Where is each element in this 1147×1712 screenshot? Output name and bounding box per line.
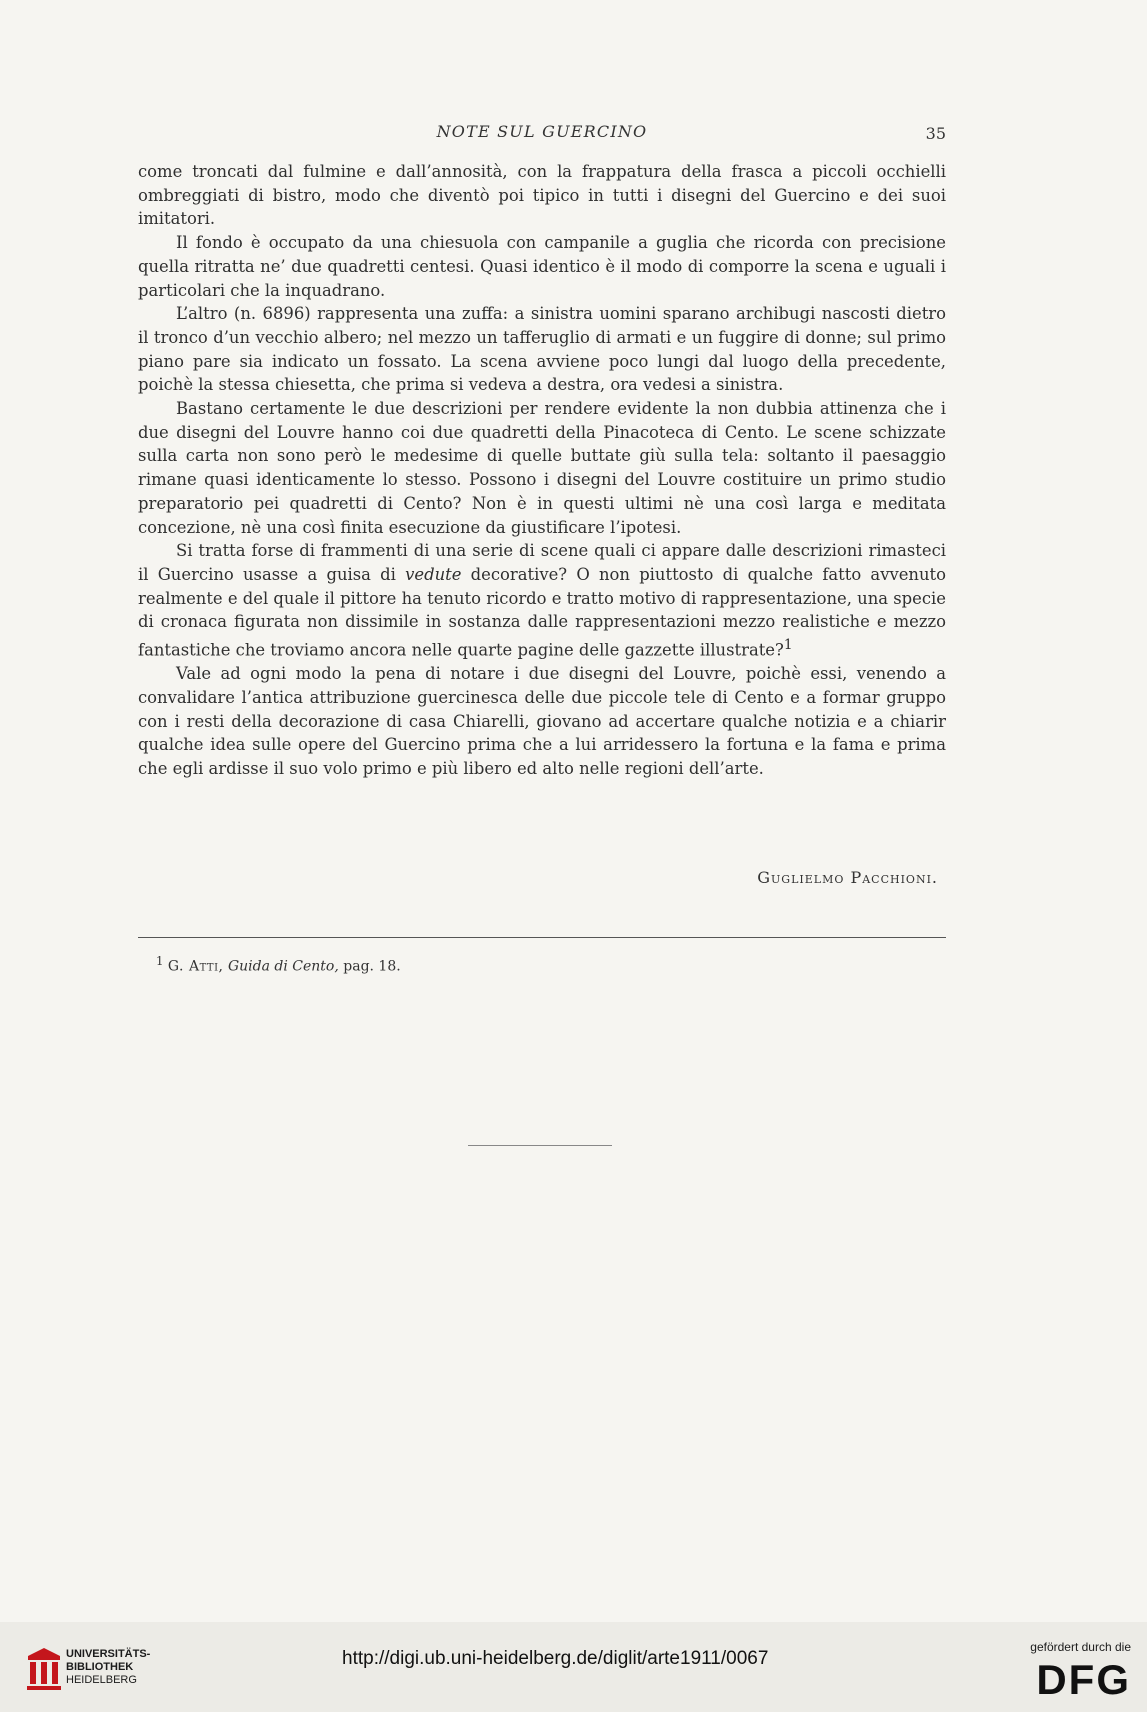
library-name-line-1: UNIVERSITÄTS- [66, 1648, 151, 1660]
running-title: NOTE SUL GUERCINO [436, 122, 648, 141]
author-signature: Guglielmo Pacchioni. [757, 868, 938, 887]
funding-caption: gefördert durch die [1030, 1640, 1131, 1654]
university-library-logo-icon [24, 1646, 64, 1692]
source-url-link[interactable]: http://digi.ub.uni-heidelberg.de/diglit/arte1911/0067 [342, 1648, 769, 1669]
paragraph-4: Bastano certamente le due descrizioni per rendere evidente la non dubbia attinenza che i due disegni del Louvre hanno coi due quadretti della Pinacoteca di Cento. Le scene schizzate sulla carta non sono però le medesime di quelle buttate giù sulla tela: soltanto il paesaggio rimane quasi identicamente lo stesso. Possono i disegni del Louvre costituire un primo studio preparatorio pei quadretti di Cento? Non è in questi ultimi nè una così larga e meditata concezione, nè una così finita esecuzione da giustificare l’ipotesi. [138, 399, 946, 537]
page-number: 35 [925, 124, 946, 143]
end-divider [468, 1145, 612, 1146]
footnote-reference[interactable]: 1 [783, 637, 793, 654]
paragraph-6: Vale ad ogni modo la pena di notare i due disegni del Louvre, poichè essi, venendo a convalidare l’antica attribuzione guercinesca delle due piccole tele di Cento e a formar gruppo con i resti della decorazione di casa Chiarelli, giovano ad accertare qualche notizia e a chiarir qualche idea sulle opere del Guercino prima che a lui arridessero la fortuna e la fama e prima che egli ardisse il suo volo primo e più libero ed alto nelle regioni dell’arte. [138, 664, 946, 779]
paragraph-2: Il fondo è occupato da una chiesuola con campanile a guglia che ricorda con precisione quella ritratta ne’ due quadretti centesi. Quasi identico è il modo di comporre la scena e uguali i particolari che la inquadrano. [138, 233, 946, 300]
library-name-line-3: HEIDELBERG [66, 1674, 137, 1686]
dfg-logo: DFG [1036, 1656, 1131, 1703]
library-name [66, 1648, 150, 1687]
footnote-mark: 1 [156, 954, 164, 968]
paragraph-3: L’altro (n. 6896) rappresenta una zuffa: a sinistra uomini sparano archibugi nascosti dietro il tronco d’un vecchio albero; nel mezzo un tafferuglio di armati e un fuggire di donne; sul primo piano pare sia indicato un fossato. La scena avviene poco lungi dal luogo della precedente, poichè la stessa chiesetta, che prima si vedeva a destra, ora vedesi a sinistra. [138, 304, 946, 395]
paragraph-1: come troncati dal fulmine e dall’annosità, con la frappatura della frasca a piccoli occhielli ombreggiati di bistro, modo che diventò poi tipico in tutti i disegni del Guercino e dei suoi imitatori. [138, 162, 946, 229]
footer-bar [0, 1622, 1147, 1712]
library-name-line-2: BIBLIOTHEK [66, 1661, 134, 1673]
footnote-title: Guida di Cento, [227, 958, 339, 975]
footnote [156, 954, 946, 975]
paragraph-5-text-a: Si tratta forse di frammenti di una serie di scene quali ci appare dalle descrizioni rimasteci il Guercino usasse a guisa di [138, 541, 946, 584]
running-head [138, 122, 946, 146]
footnote-author: G. Atti, [167, 958, 224, 975]
body-text [138, 160, 946, 781]
footnote-divider [138, 937, 946, 938]
paragraph-5-text-b: decorative? O non piuttosto di qualche fatto avvenuto realmente e del quale il pittore ha tenuto ricordo e tratto motivo di rappresentazione, una specie di cronaca figurata non dissimile in sostanza dalle rappresentazioni mezzo realistiche e mezzo fantastiche che troviamo ancora nelle quarte pagine delle gazzette illustrate? [138, 564, 946, 660]
paragraph-5 [138, 539, 946, 662]
footnote-pages: pag. 18. [343, 958, 401, 975]
italic-term-vedute: vedute [405, 564, 462, 584]
